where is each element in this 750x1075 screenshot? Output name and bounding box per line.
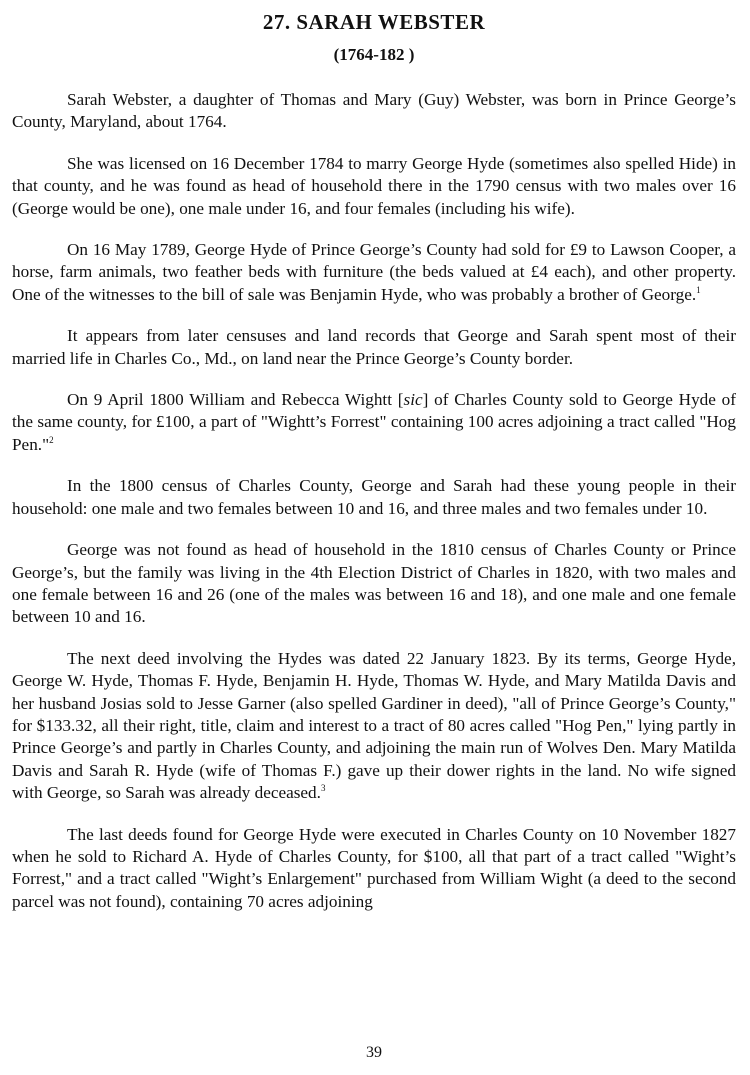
paragraph-text: She was licensed on 16 December 1784 to marry George Hyde (sometimes also spelled Hide) in that county, and he was found as head of household there in the 1790 census with two males over 16 (George would be one), one male under 16, and four females (including his wife). [12,153,736,218]
paragraph-text: The next deed involving the Hydes was dated 22 January 1823. By its terms, George Hyde, George W. Hyde, Thomas F. Hyde, Benjamin H. Hyde, Thomas W. Hyde, and Mary Matilda Davis and her husband Josias sold to Jesse Garner (also spelled Gardiner in deed), "all of Prince George’s County," for $133.32, all their right, title, claim and interest to a tract of 80 acres called "Hog Pen," lying partly in Prince George’s and partly in Charles County, and adjoining the main run of Wolves Den. Mary Matilda Davis and Sarah R. Hyde (wife of Thomas F.) gave up their dower rights in the land. No wife signed with George, so Sarah was already deceased. [12,648,736,803]
paragraph-land-purchase [12,389,736,456]
paragraph-1827-deeds [12,824,736,914]
footnote-marker: 3 [320,783,326,794]
footnote-marker: 1 [696,284,701,295]
paragraph-bill-of-sale [12,239,736,306]
paragraph-text: In the 1800 census of Charles County, George and Sarah had these young people in their household: one male and two females between 10 and 16, and three males and two females under 10. [12,476,736,518]
paragraph-text: The last deeds found for George Hyde were executed in Charles County on 10 November 1827 when he sold to Richard A. Hyde of Charles County, for $100, all that part of a tract called "Wight’s Forrest," and a tract called "Wight’s Enlargement" purchased from William Wight (a deed to the second parcel was not found), containing 70 acres adjoining [12,824,736,911]
paragraph-birth [12,89,736,134]
paragraph-text: George was not found as head of household in the 1810 census of Charles County or Prince George’s, but the family was living in the 4th Election District of Charles in 1820, with two males and one female between 16 and 26 (one of the males was between 16 and 18), and one male and one female between 10 and 16. [12,540,736,627]
paragraph-1800-census [12,475,736,520]
life-dates: (1764-182 ) [333,45,415,64]
paragraph-1810-1820-census [12,539,736,629]
page-number: 39 [366,1044,382,1061]
paragraph-text: ] of Charles County sold to George Hyde of the same county, for £100, a part of "Wightt’s Forrest" containing 100 acres adjoining a tract called "Hog Pen." [12,390,737,454]
body-text [12,89,736,932]
paragraph-text: Sarah Webster, a daughter of Thomas and Mary (Guy) Webster, was born in Prince George’s County, Maryland, about 1764. [12,90,736,132]
chapter-title: 27. SARAH WEBSTER [262,10,486,34]
document-page [12,0,736,1075]
sic-italic: sic [403,390,423,410]
paragraph-marriage [12,153,736,220]
paragraph-text: It appears from later censuses and land records that George and Sarah spent most of their married life in Charles Co., Md., on land near the Prince George’s County border. [12,326,736,368]
footnote-marker: 2 [49,434,54,445]
paragraph-1823-deed [12,648,736,805]
paragraph-text: On 16 May 1789, George Hyde of Prince George’s County had sold for £9 to Lawson Cooper, a horse, farm animals, two feather beds with furniture (the beds valued at £4 each), and other property. One of the witnesses to the bill of sale was Benjamin Hyde, who was probably a brother of George. [12,240,736,304]
paragraph-text: On 9 April 1800 William and Rebecca Wightt [ [67,390,404,410]
paragraph-residence [12,325,736,370]
